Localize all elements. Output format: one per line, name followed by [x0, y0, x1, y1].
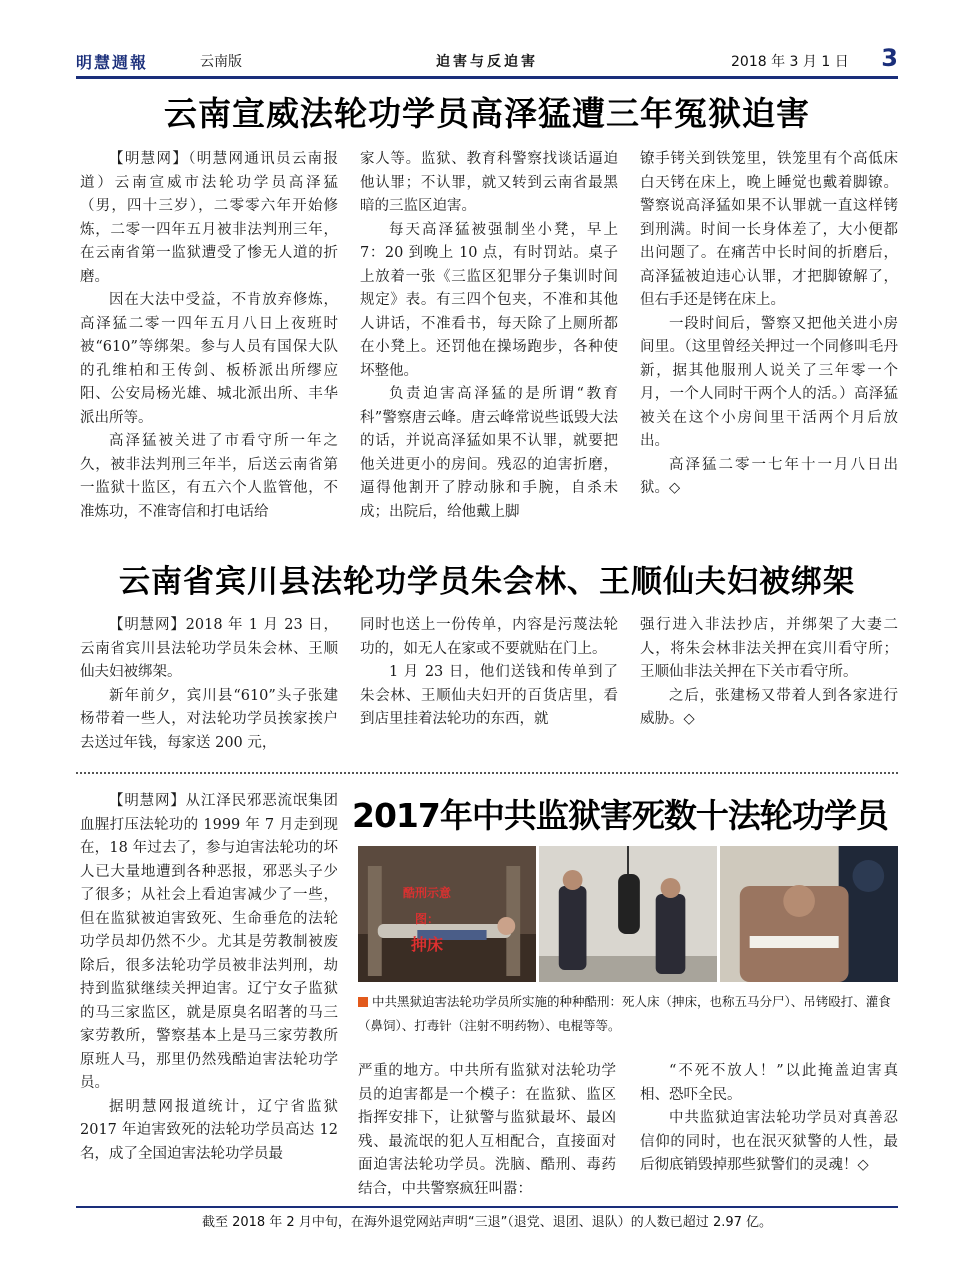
article3-column-3 — [640, 1060, 898, 1200]
page-number: 3 — [881, 44, 898, 72]
article1-column-2 — [360, 148, 618, 532]
paragraph: 严重的地方。中共所有监狱对法轮功学员的迫害都是一个模子：在监狱、监区指挥安排下，让狱警与监狱最坏、最凶残、最流氓的犯人互相配合，直接面对面迫害法轮功学员。洗脑、酷刑、毒药结合，中共警察疯狂叫嚣： — [358, 1063, 616, 1197]
paragraph: 新年前夕，宾川县“610”头子张建杨带着一些人，对法轮功学员挨家挨户去送过年钱，每家送 200 元， — [80, 687, 338, 751]
section-divider — [76, 772, 898, 774]
article1-headline: 云南宣威法轮功学员高泽猛遭三年冤狱迫害 — [164, 94, 810, 133]
article2-column-2 — [360, 614, 618, 762]
caption-text: 中共黑狱迫害法轮功学员所实施的种种酷刑：死人床（抻床，也称五马分尸）、吊铐殴打、灌食（鼻饲）、打毒针（注射不明药物）、电棍等等。 — [358, 994, 891, 1033]
torture-photo-strip — [358, 846, 898, 982]
article2-column-3 — [640, 614, 898, 762]
paragraph: 强行进入非法抄店，并绑架了大妻二人，将朱会林非法关押在宾川看守所；王顺仙非法关押在下关市看守所。 — [640, 617, 898, 680]
paragraph: 据明慧网报道统计，辽宁省监狱 2017 年迫害致死的法轮功学员高达 12 名，成了全国迫害法轮功学员最 — [80, 1098, 338, 1162]
article1-column-1 — [80, 148, 338, 532]
paragraph: 高泽猛被关进了市看守所一年之久，被非法判刑三年半，后送云南省第一监狱十监区，有五六个人监管他，不准炼功，不准寄信和打电话给 — [80, 433, 338, 520]
paragraph: 高泽猛二零一七年十一月八日出狱。◇ — [640, 456, 898, 496]
photo-force-feeding — [720, 846, 898, 982]
paragraph: “不死不放人！”以此掩盖迫害真相、恐吓全民。 — [640, 1063, 898, 1103]
hanging-beating-illustration-icon — [539, 846, 717, 982]
paragraph: 【明慧网】从江泽民邪恶流氓集团血腥打压法轮功的 1999 年 7 月走到现在，18 年过去了，参与迫害法轮功的坏人已大量地遭到各种恶报，邪恶头子少了很多；从社会上看迫害减少了一些，但在监狱被迫害致死、生命垂危的法轮功学员却仍然不少。尤其是劳教制被废除后，很多法轮功学员被非法判刑，劫持到监狱继续关押迫害。辽宁女子监狱的马三家监区，就是原臭名昭著的马三家劳教所，警察基本上是马三家劳教所原班人马，那里仍然残酷迫害法轮功学员。 — [80, 793, 338, 1091]
footer-notice: 截至 2018 年 2 月中旬，在海外退党网站声明“三退”（退党、退团、退队）的人数已超过 2.97 亿。 — [201, 1215, 773, 1230]
photo-overlay-label — [396, 880, 458, 958]
article3-column-1 — [80, 790, 338, 1200]
paragraph: 一段时间后，警察又把他关进小房间里。（这里曾经关押过一个同修叫毛丹新，据其他服刑人说关了三年零一个月，一个人同时干两个人的活。）高泽猛被关在这个小房间里干活两个月后放出。 — [640, 315, 898, 449]
overlay-line-2: 抻床 — [410, 935, 443, 954]
masthead: 明慧週報 — [76, 53, 149, 72]
paragraph: 【明慧网】（明慧网通讯员云南报道）云南宣威市法轮功学员高泽猛（男，四十三岁），二零零六年开始修炼，二零一四年五月被非法判刑三年，在云南省第一监狱遭受了惨无人道的折磨。 — [80, 151, 338, 285]
paragraph: 每天高泽猛被强制坐小凳，早上 7：20 到晚上 10 点，有时罚站。桌子上放着一张《三监区犯罪分子集训时间规定》表。有三四个包夹，不准和其他人讲话，不准看书，每天除了上厕所都在小凳上。还罚他在操场跑步，各种使坏整他。 — [360, 221, 618, 379]
edition-label: 云南版 — [200, 54, 242, 70]
paragraph: 同时也送上一份传单，内容是污蔑法轮功的，如无人在家或不要就贴在门上。 — [360, 617, 618, 657]
paragraph: 【明慧网】2018 年 1 月 23 日，云南省宾川县法轮功学员朱会林、王顺仙夫妇被绑架。 — [80, 617, 338, 680]
footer-rule — [76, 1206, 898, 1208]
paragraph: 家人等。监狱、教育科警察找谈话逼迫他认罪；不认罪，就又转到云南省最黑暗的三监区迫害。 — [360, 151, 618, 214]
photo-stretching-bed — [358, 846, 536, 982]
photo-hanging-beating — [539, 846, 717, 982]
paragraph: 中共监狱迫害法轮功学员对真善忍信仰的同时，也在泯灭狱警的人性，最后彻底销毁掉那些狱警们的灵魂！◇ — [640, 1110, 898, 1173]
paragraph: 因在大法中受益，不肯放弃修炼，高泽猛二零一四年五月八日上夜班时被“610”等绑架。参与人员有国保大队的孔维柏和王传剑、板桥派出所缪应阳、公安局杨光雄、城北派出所、丰华派出所等。 — [80, 292, 338, 426]
issue-date: 2018 年 3 月 1 日 — [731, 54, 849, 70]
section-name: 迫害与反迫害 — [436, 54, 538, 70]
paragraph: 负责迫害高泽猛的是所谓“教育科”警察唐云峰。唐云峰常说些诋毁大法的话，并说高泽猛如果不认罪，就要把他关进更小的房间。残忍的迫害折磨，逼得他割开了脖动脉和手腕，自杀未成；出院后，给他戴上脚 — [360, 386, 618, 520]
page-header — [76, 42, 898, 76]
overlay-line-1: 酷刑示意图： — [402, 886, 451, 926]
article1-column-3 — [640, 148, 898, 532]
article3-column-2 — [358, 1060, 616, 1200]
caption-marker-icon — [358, 997, 368, 1007]
paragraph: 1 月 23 日，他们送钱和传单到了朱会林、王顺仙夫妇开的百货店里，看到店里挂着法轮功的东西，就 — [360, 664, 618, 727]
force-feeding-illustration-icon — [720, 846, 898, 982]
article3-headline: 2017年中共监狱害死数十法轮功学员 — [352, 796, 888, 835]
article2-headline: 云南省宾川县法轮功学员朱会林、王顺仙夫妇被绑架 — [119, 564, 855, 600]
article2-column-1 — [80, 614, 338, 762]
paragraph: 镣手铐关到铁笼里，铁笼里有个高低床白天铐在床上，晚上睡觉也戴着脚镣。警察说高泽猛如果不认罪就一直这样铐到刑满。时间一长身体差了，大小便都出问题了。在痛苦中长时间的折磨后，高泽猛被迫违心认罪，才把脚镣解了，但右手还是铐在床上。 — [640, 151, 898, 308]
header-rule — [76, 76, 898, 79]
paragraph: 之后，张建杨又带着人到各家进行威胁。◇ — [640, 687, 898, 727]
photo-caption — [358, 990, 898, 1038]
